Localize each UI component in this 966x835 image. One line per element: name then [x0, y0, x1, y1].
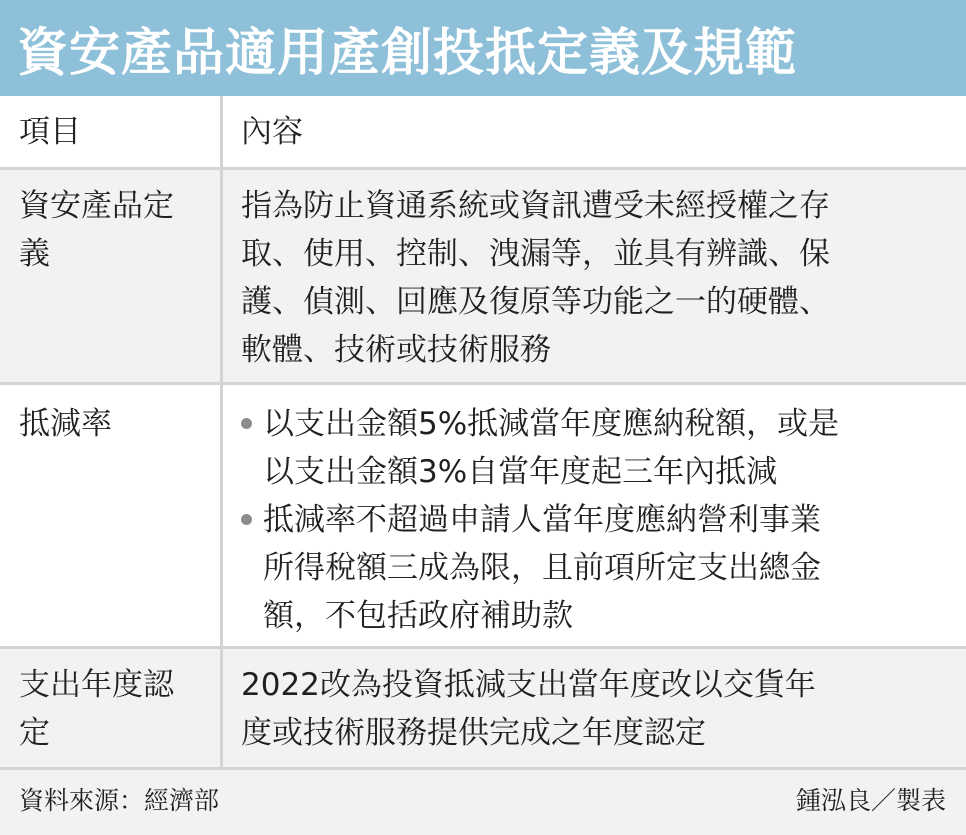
row-content-expense-year	[241, 661, 946, 757]
content-line: 額，不包括政府補助款	[263, 598, 573, 634]
bullet-dot-icon	[241, 418, 252, 429]
column-divider	[220, 649, 223, 767]
table-row-expense-year	[0, 649, 966, 770]
bullet-dot-icon	[241, 514, 252, 525]
row-label-line: 抵減率	[19, 406, 112, 442]
footer	[0, 770, 966, 835]
content-line: 以支出金額5%抵減當年度應納稅額，或是	[263, 406, 840, 442]
row-label-line: 定	[19, 715, 50, 751]
row-content-deduction-rate	[241, 400, 946, 640]
row-label-line: 資安產品定	[19, 188, 174, 224]
row-label-deduction-rate	[19, 400, 209, 448]
content-line: 取、使用、控制、洩漏等，並具有辨識、保	[241, 236, 830, 272]
row-label-expense-year	[19, 661, 209, 757]
column-divider	[220, 96, 223, 167]
table-header-row	[0, 96, 966, 170]
content-line: 以支出金額3%自當年度起三年內抵減	[263, 454, 778, 490]
credit-note: 鍾泓良／製表	[795, 786, 946, 815]
content-line: 所得稅額三成為限，且前項所定支出總金	[263, 550, 821, 586]
content-line: 度或技術服務提供完成之年度認定	[241, 715, 706, 751]
table-row-deduction-rate	[0, 385, 966, 649]
title-banner	[0, 0, 966, 96]
table-row-definition	[0, 170, 966, 385]
list-item	[241, 400, 946, 496]
column-header-content: 內容	[241, 114, 303, 150]
page-title: 資安產品適用產創投抵定義及規範	[17, 24, 798, 83]
row-content-definition	[241, 182, 946, 374]
source-note: 資料來源：經濟部	[19, 786, 220, 815]
row-label-definition	[19, 182, 209, 278]
content-line: 抵減率不超過申請人當年度應納營利事業	[263, 502, 821, 538]
column-header-item: 項目	[19, 114, 81, 150]
content-line: 軟體、技術或技術服務	[241, 332, 551, 368]
column-divider	[220, 385, 223, 646]
row-label-line: 義	[19, 236, 50, 272]
content-line: 護、偵測、回應及復原等功能之一的硬體、	[241, 284, 830, 320]
column-divider	[220, 170, 223, 382]
row-label-line: 支出年度認	[19, 667, 174, 703]
content-line: 指為防止資通系統或資訊遭受未經授權之存	[241, 188, 830, 224]
list-item	[241, 496, 946, 640]
content-line: 2022改為投資抵減支出當年度改以交貨年	[241, 667, 816, 703]
